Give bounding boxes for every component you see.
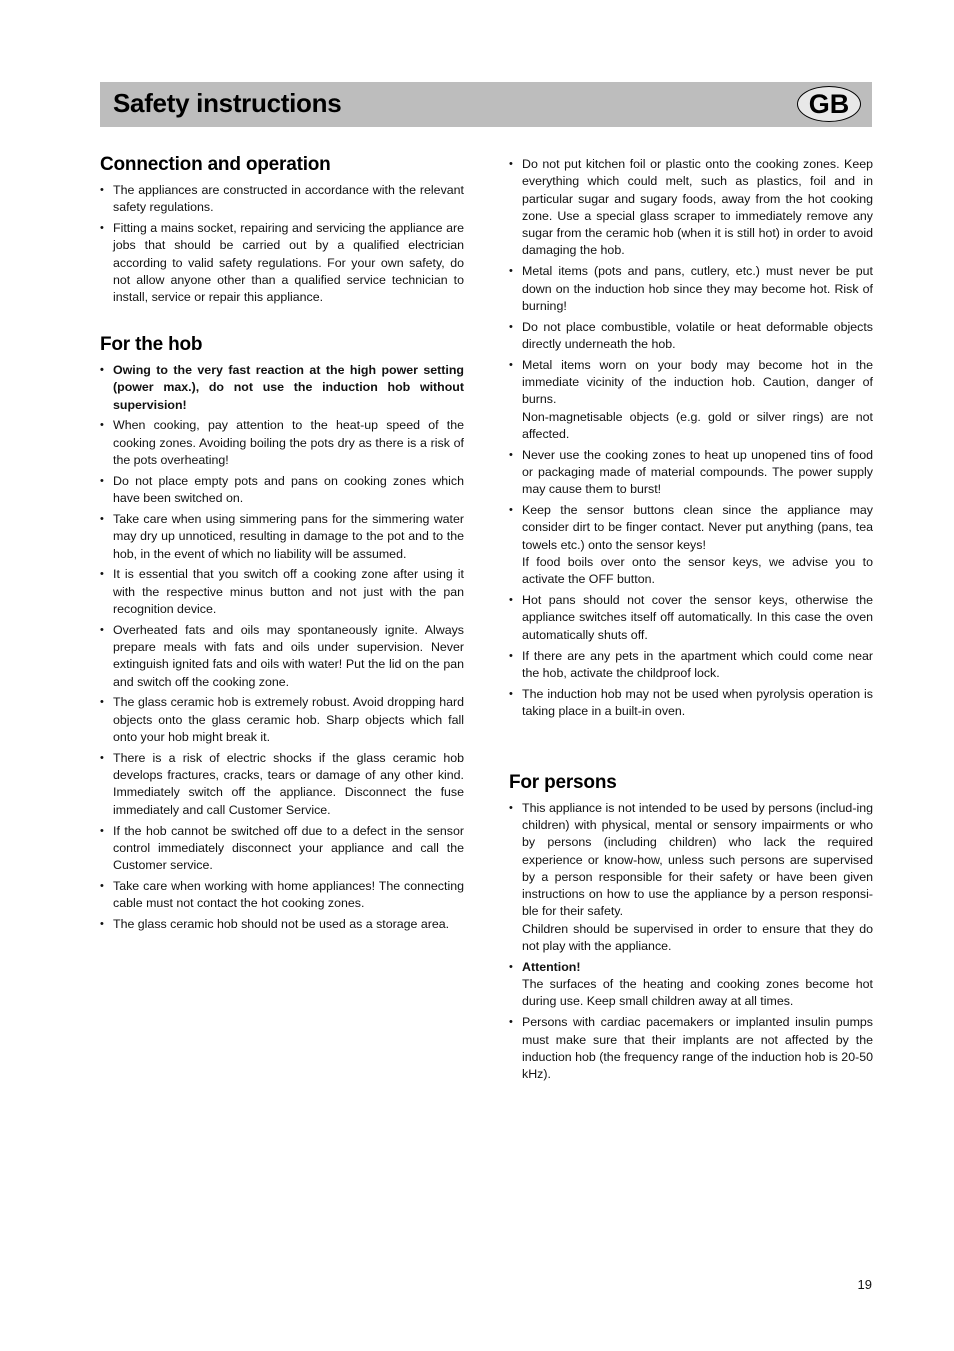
list-item: • Overheated fats and oils may spontaneously ignite. Always prepare meals with fats and oils under supervision. Never extinguish ignited fats and oils with water! Put the lid on the pan and switch off the cooking zone. [100,622,464,691]
paragraph: • Metal items worn on your body may become hot in the immediate vicinity of the induction hob. Caution, danger of burns. [522,357,873,407]
list-item: • Hot pans should not cover the sensor keys, otherwise the appliance switches itself off automatically. In this case the oven automatically shuts off. [509,592,873,644]
section-heading-connection: Connection and operation [100,154,331,175]
list-item-attention [509,959,873,1011]
list-item [509,502,873,588]
list-item: • The appliances are constructed in accordance with the relevant safety regulations. [100,182,464,217]
list-item: • There is a risk of electric shocks if the glass ceramic hob develops fractures, cracks, tears or damage of any other kind. Immediately switch off the appliance. Disconnect the fuse immediately and call Customer Service. [100,750,464,819]
paragraph: Non-magnetisable objects (e.g. gold or silver rings) are not affected. [522,409,873,441]
hob-list [100,362,464,933]
list-item: • Do not place empty pots and pans on cooking zones which have been switched on. [100,473,464,508]
paragraph: Children should be supervised in order to ensure that they do not play with the appliance. [522,921,873,954]
section-heading-hob: For the hob [100,334,203,356]
connection-list [100,182,464,307]
paragraph: The surfaces of the heating and cooking zones become hot during use. Keep small children away at all times. [522,977,873,1009]
hob-list-continued [509,156,873,720]
header-bar [100,82,872,127]
persons-list [509,800,873,1084]
section-heading-persons: For persons [509,771,617,793]
left-column [100,154,464,937]
list-item: • Never use the cooking zones to heat up unopened tins of food or packaging made of material compounds. The power supply may cause them to burst! [509,447,873,499]
language-badge: GB [797,86,861,122]
list-item [509,800,873,956]
list-item: • The induction hob may not be used when pyrolysis operation is taking place in a built-in oven. [509,686,873,721]
list-item: • Take care when using simmering pans for the simmering water may dry up unnoticed, resulting in damage to the pot and to the hob, in the event of which no liability will be assumed. [100,511,464,563]
list-item [509,357,873,443]
list-item-warning: • Owing to the very fast reaction at the high power setting (power max.), do not use the induction hob without supervision! [100,362,464,414]
paragraph: • This appliance is not intended to be used by persons (includ-ing children) with physical, mental or sensory impairments or who by persons (including children) who lack the required experience or know-how, unless such persons are supervised by a person responsible for their safety or have been given instructions on how to use the appliance by a person responsi-ble for their safety. [522,800,873,919]
list-item: • Take care when working with home appliances! The connecting cable must not contact the hot cooking zones. [100,878,464,913]
list-item: • If the hob cannot be switched off due to a defect in the sensor control immediately disconnect your appliance and call the Customer service. [100,823,464,875]
paragraph: • Keep the sensor buttons clean since the appliance may consider dirt to be finger contact. Never put anything (pans, tea towels etc.) onto the sensor keys! [522,503,873,552]
right-column [509,156,873,1087]
attention-label: • Attention! [522,959,581,974]
list-item: • When cooking, pay attention to the heat-up speed of the cooking zones. Avoiding boiling the pots dry as there is a risk of the pots overheating! [100,417,464,469]
list-item: • Metal items (pots and pans, cutlery, etc.) must never be put down on the induction hob since they may become hot. Risk of burning! [509,263,873,315]
list-item: • Fitting a mains socket, repairing and servicing the appliance are jobs that should be carried out by a qualified electrician according to valid safety regulations. For your own safety, do not allow anyone other than a qualified service technician to install, service or repair this appliance. [100,220,464,306]
paragraph: If food boils over onto the sensor keys, we advise you to activate the OFF button. [522,555,873,587]
list-item: • The glass ceramic hob should not be used as a storage area. [100,916,464,933]
list-item: • If there are any pets in the apartment which could come near the hob, activate the childproof lock. [509,648,873,683]
list-item: • Persons with cardiac pacemakers or implanted insulin pumps must make sure that their implants are not affected by the induction hob (the frequency range of the induction hob is 20-50 kHz). [509,1014,873,1083]
list-item: • Do not place combustible, volatile or heat deformable objects directly underneath the hob. [509,319,873,354]
list-item: • It is essential that you switch off a cooking zone after using it with the respective minus button and not just with the pan recognition device. [100,566,464,618]
list-item: • Do not put kitchen foil or plastic onto the cooking zones. Keep everything which could melt, such as plastics, foil and in particular sugar and sugary foods, away from the hot cooking zone. Use a special glass scraper to immediately remove any sugar from the ceramic hob (when it is still hot) in order to avoid damaging the hob. [509,156,873,260]
page-title: Safety instructions [113,88,342,118]
list-item: • The glass ceramic hob is extremely robust. Avoid dropping hard objects onto the glass ceramic hob. Sharp objects which fall onto your hob might break it. [100,694,464,746]
page-number: 19 [857,1277,872,1292]
